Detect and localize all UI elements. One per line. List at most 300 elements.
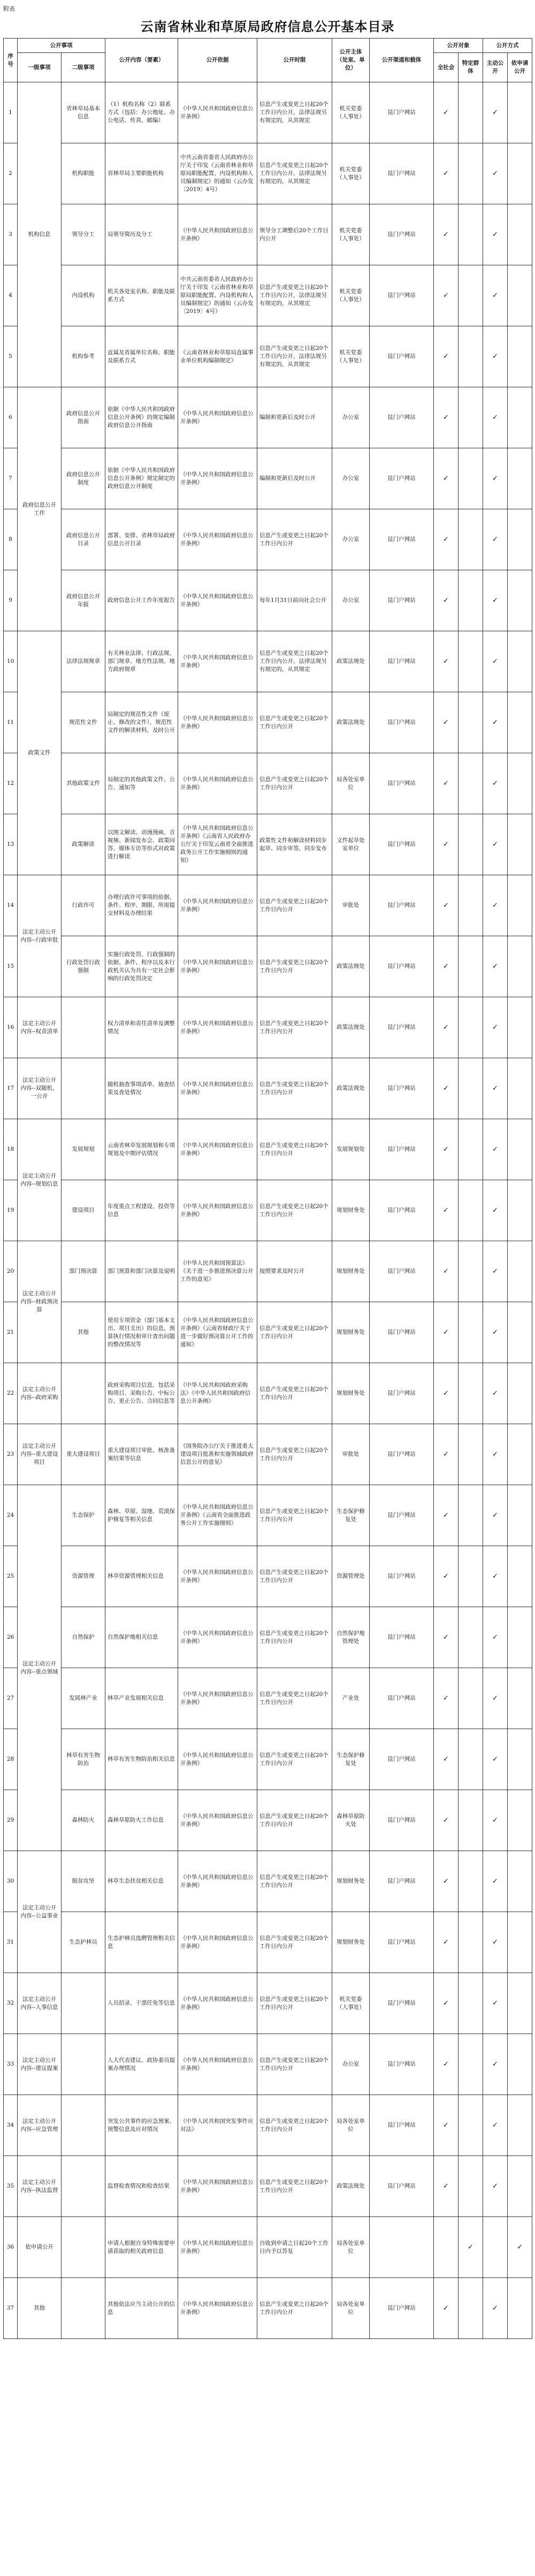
cell-check-so — [434, 2278, 458, 2339]
table-row — [4, 1180, 532, 1241]
cell-deadline: 信息产生或变更之日起20个工作日内公开 — [257, 2034, 332, 2095]
cell-level2: 机构职能 — [62, 143, 105, 204]
cell-check-ac — [483, 1241, 508, 1302]
cell-deadline: 信息产生或变更之日起20个工作日内公开 — [257, 753, 332, 814]
table-row — [4, 1058, 532, 1119]
table-row — [4, 1729, 532, 1790]
cell-basis: 《中华人民共和国政府信息公开条例》《云南省财政厅关于进一步做好预决算公开工作的通知》 — [178, 1302, 257, 1363]
cell-subject: 机关党委（人事处） — [332, 1973, 370, 2034]
cell-channel: 昆门户网站 — [370, 1058, 434, 1119]
cell-deadline: 信息产生或变更之日起20个工作日内公开 — [257, 1607, 332, 1668]
table-row — [4, 1546, 532, 1607]
cell-deadline: 信息产生或变更之日起20个工作日内公开，法律法规另有规定的，从其规定 — [257, 326, 332, 387]
table-row — [4, 204, 532, 265]
cell-deadline: 编制和更新后及时公开 — [257, 387, 332, 448]
table-row — [4, 570, 532, 631]
cell-check-sp — [458, 204, 483, 265]
cell-seq: 19 — [4, 1180, 18, 1241]
cell-basis: 《中华人民共和国政府信息公开条例》 — [178, 936, 257, 997]
cell-check-ap — [508, 2095, 532, 2156]
cell-level1: 法定主动公开内容--人事信息 — [18, 1973, 62, 2034]
cell-content: 办理行政许可事项的依据、条件、程序、期限、所需提交材料及办理结果 — [105, 875, 178, 936]
cell-check-ap — [508, 204, 532, 265]
cell-check-so — [434, 692, 458, 753]
cell-channel: 昆门户网站 — [370, 2156, 434, 2217]
cell-content: 重大建设项目审批、核准备案结果等信息 — [105, 1424, 178, 1485]
header-basis: 公开依据 — [178, 39, 257, 82]
cell-subject: 机关党委（人事处） — [332, 143, 370, 204]
cell-check-ac — [483, 753, 508, 814]
cell-content: 部门预算和部门决算及说明 — [105, 1241, 178, 1302]
check-icon: ✓ — [443, 536, 449, 544]
check-icon: ✓ — [443, 779, 449, 788]
cell-deadline: 信息产生或变更之日起20个工作日内公开 — [257, 2095, 332, 2156]
cell-check-ap — [508, 1790, 532, 1851]
cell-level2: 部门预决算 — [62, 1241, 105, 1302]
cell-level2: 发展林产业 — [62, 1668, 105, 1729]
cell-check-sp — [458, 2095, 483, 2156]
check-icon: ✓ — [443, 2121, 449, 2129]
cell-subject: 发展规划处 — [332, 1119, 370, 1180]
cell-seq: 23 — [4, 1424, 18, 1485]
disclosure-catalog-table — [3, 38, 532, 2339]
cell-check-so — [434, 1363, 458, 1424]
check-icon: ✓ — [443, 1206, 449, 1214]
cell-deadline: 编制和更新后及时公开 — [257, 448, 332, 509]
cell-subject: 办公室 — [332, 2034, 370, 2095]
catalog-body — [4, 82, 532, 2339]
cell-channel: 昆门户网站 — [370, 1973, 434, 2034]
cell-content: （1）机构名称（2）联系方式（包括：办公地址、办公电话、传真、邮编） — [105, 82, 178, 143]
cell-level2: 省林草局基本信息 — [62, 82, 105, 143]
cell-check-so — [434, 509, 458, 570]
cell-check-ap — [508, 1729, 532, 1790]
check-icon: ✓ — [492, 2121, 498, 2129]
cell-check-ac — [483, 1790, 508, 1851]
cell-seq: 17 — [4, 1058, 18, 1119]
check-icon: ✓ — [443, 1450, 449, 1458]
header-specific: 特定群体 — [458, 53, 483, 82]
cell-basis: 《中华人民共和国政府信息公开条例》 — [178, 82, 257, 143]
cell-basis: 《中华人民共和国政府信息公开条例》《云南省全面推进政务公开工作实施细则》 — [178, 1485, 257, 1546]
cell-channel: 昆门户网站 — [370, 875, 434, 936]
cell-check-sp — [458, 387, 483, 448]
table-row — [4, 1119, 532, 1180]
cell-content: 权力清单和责任清单及调整情况 — [105, 997, 178, 1058]
cell-subject: 规划财务处 — [332, 1851, 370, 1912]
cell-seq: 24 — [4, 1485, 18, 1546]
cell-content: 省林草局主要职能机构 — [105, 143, 178, 204]
cell-level1: 法定主动公开内容--行政审批 — [18, 875, 62, 997]
cell-check-ac — [483, 265, 508, 326]
check-icon: ✓ — [443, 1328, 449, 1336]
cell-subject: 政策法规处 — [332, 997, 370, 1058]
table-row — [4, 2095, 532, 2156]
cell-check-ap — [508, 448, 532, 509]
cell-check-ap — [508, 1973, 532, 2034]
cell-check-ac — [483, 2278, 508, 2339]
cell-basis: 《中华人民共和国政府信息公开条例》 — [178, 692, 257, 753]
cell-seq: 3 — [4, 204, 18, 265]
cell-subject: 办公室 — [332, 509, 370, 570]
check-icon: ✓ — [443, 1572, 449, 1580]
cell-subject: 办公室 — [332, 570, 370, 631]
cell-check-sp — [458, 875, 483, 936]
cell-check-so — [434, 448, 458, 509]
cell-seq: 37 — [4, 2278, 18, 2339]
cell-seq: 2 — [4, 143, 18, 204]
cell-deadline: 信息产生或变更之日起20个工作日内公开 — [257, 936, 332, 997]
check-icon: ✓ — [492, 353, 498, 361]
cell-level1: 法定主动公开内容--政府采购 — [18, 1363, 62, 1424]
cell-check-ac — [483, 875, 508, 936]
check-icon: ✓ — [492, 1755, 498, 1763]
cell-channel: 昆门户网站 — [370, 2034, 434, 2095]
check-icon: ✓ — [492, 414, 498, 422]
cell-seq: 29 — [4, 1790, 18, 1851]
check-icon: ✓ — [443, 1023, 449, 1031]
cell-check-sp — [458, 1790, 483, 1851]
cell-level2: 行政许可 — [62, 875, 105, 936]
cell-check-sp — [458, 2278, 483, 2339]
cell-level2: 林草有害生物防治 — [62, 1729, 105, 1790]
cell-level2: 规范性文件 — [62, 692, 105, 753]
check-icon: ✓ — [443, 1267, 449, 1275]
cell-level1: 法定主动公开内容--财政预决算 — [18, 1241, 62, 1363]
cell-level2: 生态保护 — [62, 1485, 105, 1546]
cell-check-so — [434, 326, 458, 387]
table-row — [4, 1302, 532, 1363]
cell-deadline: 信息产生或变更之日起20个工作日内公开，法律法规另有规定的，从其规定 — [257, 631, 332, 692]
cell-channel: 昆门户网站 — [370, 448, 434, 509]
cell-check-ap — [508, 143, 532, 204]
cell-check-ac — [483, 1668, 508, 1729]
cell-channel: 昆门户网站 — [370, 936, 434, 997]
cell-subject: 局各处室单位 — [332, 2217, 370, 2278]
attachment-label: 附表 — [3, 5, 15, 12]
cell-content: 人员招录、干部任免等信息 — [105, 1973, 178, 2034]
cell-check-ac — [483, 1546, 508, 1607]
table-row — [4, 2278, 532, 2339]
cell-check-so — [434, 1180, 458, 1241]
cell-check-sp — [458, 1973, 483, 2034]
cell-check-ap — [508, 1424, 532, 1485]
table-row — [4, 2156, 532, 2217]
check-icon: ✓ — [492, 536, 498, 544]
cell-content: 机关各处室名称、职能及联系方式 — [105, 265, 178, 326]
cell-subject: 资源管理处 — [332, 1546, 370, 1607]
cell-subject: 局各处室单位 — [332, 2095, 370, 2156]
cell-check-ac — [483, 82, 508, 143]
cell-channel: 昆门户网站 — [370, 204, 434, 265]
cell-basis: 《中华人民共和国政府信息公开条例》 — [178, 204, 257, 265]
cell-level2 — [62, 2034, 105, 2095]
cell-check-ac — [483, 1119, 508, 1180]
header-target: 公开对象 — [434, 39, 483, 53]
cell-channel: 昆门户网站 — [370, 1607, 434, 1668]
cell-subject: 规划财务处 — [332, 1912, 370, 1973]
cell-subject: 生态保护修复处 — [332, 1729, 370, 1790]
header-matter: 公开事项 — [18, 39, 105, 53]
cell-seq: 10 — [4, 631, 18, 692]
check-icon: ✓ — [443, 1999, 449, 2007]
cell-deadline: 信息产生或变更之日起20个工作日内公开 — [257, 1851, 332, 1912]
cell-check-so — [434, 204, 458, 265]
cell-check-ap — [508, 1851, 532, 1912]
check-icon: ✓ — [492, 2182, 498, 2190]
cell-deadline: 信息产生或变更之日起20个工作日内公开，法律法规另有规定的，从其规定 — [257, 265, 332, 326]
cell-check-so — [434, 1546, 458, 1607]
cell-level1: 法定主动公开内容--公益事业 — [18, 1851, 62, 1973]
cell-level1: 法定主动公开内容--重大建设项目 — [18, 1424, 62, 1485]
check-icon: ✓ — [492, 292, 498, 300]
cell-level2: 其他 — [62, 1302, 105, 1363]
cell-check-so — [434, 1790, 458, 1851]
cell-level2: 资源管理 — [62, 1546, 105, 1607]
cell-check-ac — [483, 814, 508, 875]
cell-check-ac — [483, 143, 508, 204]
cell-check-sp — [458, 2156, 483, 2217]
cell-basis: 《中华人民共和国政府信息公开条例》 — [178, 2156, 257, 2217]
cell-check-ac — [483, 570, 508, 631]
cell-check-ap — [508, 509, 532, 570]
cell-channel: 昆门户网站 — [370, 1668, 434, 1729]
cell-basis: 《中华人民共和国政府信息公开条例》 — [178, 753, 257, 814]
cell-seq: 35 — [4, 2156, 18, 2217]
cell-check-so — [434, 1912, 458, 1973]
cell-check-sp — [458, 509, 483, 570]
cell-level2: 脱贫攻坚 — [62, 1851, 105, 1912]
cell-seq: 21 — [4, 1302, 18, 1363]
cell-content: 依据《中华人民共和国政府信息公开条例》的规定编制政府信息公开指南 — [105, 387, 178, 448]
cell-subject: 机关党委（人事处） — [332, 204, 370, 265]
check-icon: ✓ — [443, 1145, 449, 1153]
cell-content: 局制定的规范性文件（废止、修改的文件），规范性文件的解读材料，及时公开 — [105, 692, 178, 753]
check-icon: ✓ — [492, 1511, 498, 1519]
check-icon: ✓ — [443, 901, 449, 909]
check-icon: ✓ — [443, 170, 449, 178]
cell-deadline: 信息产生或变更之日起20个工作日内公开 — [257, 1973, 332, 2034]
cell-basis: 中共云南省委省人民政府办公厅关于印发《云南省林业和草原局职能配置、内设机构和人员编制规定》的通知（云办发〔2019〕4号） — [178, 265, 257, 326]
cell-check-so — [434, 936, 458, 997]
check-icon: ✓ — [492, 2304, 498, 2312]
cell-basis: 《中华人民共和国政府信息公开条例》 — [178, 1668, 257, 1729]
cell-check-so — [434, 1302, 458, 1363]
cell-content: 有关林业法律、行政法规、部门规章、地方性法规、地方政府规章 — [105, 631, 178, 692]
cell-check-sp — [458, 1302, 483, 1363]
cell-subject: 政策法规处 — [332, 1058, 370, 1119]
cell-check-ap — [508, 814, 532, 875]
cell-check-ac — [483, 1485, 508, 1546]
cell-check-ac — [483, 936, 508, 997]
check-icon: ✓ — [492, 1084, 498, 1092]
cell-check-ac — [483, 1851, 508, 1912]
cell-basis: 《中华人民共和国政府信息公开条例》 — [178, 1729, 257, 1790]
table-row — [4, 1241, 532, 1302]
cell-level1: 法定主动公开内容--建议提案 — [18, 2034, 62, 2095]
check-icon: ✓ — [492, 1328, 498, 1336]
cell-seq: 13 — [4, 814, 18, 875]
check-icon: ✓ — [492, 231, 498, 239]
table-row — [4, 143, 532, 204]
cell-deadline: 信息产生或变更之日起20个工作日内公开 — [257, 1119, 332, 1180]
cell-deadline: 信息产生或变更之日起20个工作日内公开 — [257, 2156, 332, 2217]
cell-channel: 昆门户网站 — [370, 1424, 434, 1485]
cell-deadline: 信息产生或变更之日起20个工作日内公开 — [257, 1790, 332, 1851]
cell-channel: 昆门户网站 — [370, 82, 434, 143]
cell-basis: 《中华人民共和国政府信息公开条例》 — [178, 1058, 257, 1119]
cell-check-ap — [508, 265, 532, 326]
cell-channel — [370, 2217, 434, 2278]
cell-subject: 规划财务处 — [332, 1363, 370, 1424]
cell-level2: 领导分工 — [62, 204, 105, 265]
cell-channel: 昆门户网站 — [370, 1363, 434, 1424]
table-row — [4, 997, 532, 1058]
cell-seq: 18 — [4, 1119, 18, 1180]
check-icon: ✓ — [492, 475, 498, 483]
cell-check-sp — [458, 997, 483, 1058]
cell-check-sp — [458, 448, 483, 509]
cell-check-sp — [458, 936, 483, 997]
cell-deadline: 信息产生或变更之日起20个工作日内公开 — [257, 1485, 332, 1546]
cell-subject: 机关党委（人事处） — [332, 265, 370, 326]
cell-basis: 《中华人民共和国政府信息公开条例》 — [178, 1851, 257, 1912]
cell-basis: 《中华人民共和国政府信息公开条例》 — [178, 2278, 257, 2339]
cell-basis: 《中华人民共和国政府信息公开条例》 — [178, 1790, 257, 1851]
table-row — [4, 753, 532, 814]
cell-seq: 14 — [4, 875, 18, 936]
cell-check-ac — [483, 509, 508, 570]
cell-check-ap — [508, 875, 532, 936]
cell-level2 — [62, 1363, 105, 1424]
cell-level2: 机构参考 — [62, 326, 105, 387]
cell-check-sp — [458, 692, 483, 753]
cell-content: 林草有害生物防治相关信息 — [105, 1729, 178, 1790]
cell-content: 局制定的其他政策文件、公告、通知等 — [105, 753, 178, 814]
cell-channel: 昆门户网站 — [370, 1302, 434, 1363]
cell-content: 使用专项资金（部门基本支出、项目支出）的信息，预算执行情况和审计查出问题的整改情况等 — [105, 1302, 178, 1363]
cell-level2: 政策解读 — [62, 814, 105, 875]
cell-channel: 昆门户网站 — [370, 1546, 434, 1607]
cell-content: 突发公共事件的应急预案、预警信息及应对情况 — [105, 2095, 178, 2156]
cell-check-ap — [508, 2156, 532, 2217]
cell-level2 — [62, 2278, 105, 2339]
cell-check-so — [434, 143, 458, 204]
cell-subject: 自然保护地管理处 — [332, 1607, 370, 1668]
cell-level2: 森林防火 — [62, 1790, 105, 1851]
cell-check-ap — [508, 692, 532, 753]
cell-level2 — [62, 1973, 105, 2034]
cell-content: 政府信息公开工作年度报告 — [105, 570, 178, 631]
cell-deadline: 信息产生或变更之日起20个工作日内公开 — [257, 692, 332, 753]
check-icon: ✓ — [443, 1877, 449, 1885]
cell-content: 生态护林员选聘管理相关信息 — [105, 1912, 178, 1973]
cell-channel: 昆门户网站 — [370, 631, 434, 692]
table-row — [4, 2217, 532, 2278]
cell-seq: 22 — [4, 1363, 18, 1424]
cell-check-sp — [458, 1668, 483, 1729]
cell-check-ap — [508, 2278, 532, 2339]
cell-check-ac — [483, 1912, 508, 1973]
check-icon: ✓ — [443, 1389, 449, 1397]
cell-check-ac — [483, 387, 508, 448]
check-icon: ✓ — [443, 2060, 449, 2068]
cell-content: 随机抽查事项清单、抽查结果及查处情况 — [105, 1058, 178, 1119]
cell-level2 — [62, 2156, 105, 2217]
cell-check-ap — [508, 2217, 532, 2278]
check-icon: ✓ — [517, 2243, 523, 2251]
cell-seq: 33 — [4, 2034, 18, 2095]
cell-channel: 昆门户网站 — [370, 570, 434, 631]
cell-check-ap — [508, 1119, 532, 1180]
cell-check-so — [434, 1241, 458, 1302]
cell-level2: 其他政策文件 — [62, 753, 105, 814]
cell-deadline: 信息产生或变更之日起20个工作日内公开 — [257, 1424, 332, 1485]
check-icon: ✓ — [443, 1511, 449, 1519]
cell-channel: 昆门户网站 — [370, 1241, 434, 1302]
cell-check-ac — [483, 448, 508, 509]
table-row — [4, 1485, 532, 1546]
header-seq: 序号 — [4, 39, 18, 82]
cell-content: 局领导简历及分工 — [105, 204, 178, 265]
cell-check-ap — [508, 753, 532, 814]
cell-basis: 《中华人民共和国政府信息公开条例》 — [178, 1180, 257, 1241]
table-row — [4, 2034, 532, 2095]
cell-seq: 16 — [4, 997, 18, 1058]
cell-check-ac — [483, 1973, 508, 2034]
cell-level2 — [62, 1058, 105, 1119]
check-icon: ✓ — [443, 1694, 449, 1702]
cell-basis: 《中华人民共和国政府信息公开条例》 — [178, 1119, 257, 1180]
check-icon: ✓ — [492, 1694, 498, 1702]
check-icon: ✓ — [492, 1999, 498, 2007]
cell-channel: 昆门户网站 — [370, 1912, 434, 1973]
cell-channel: 昆门户网站 — [370, 1485, 434, 1546]
cell-check-ac — [483, 1302, 508, 1363]
check-icon: ✓ — [468, 2243, 473, 2251]
table-row — [4, 1607, 532, 1668]
cell-level2 — [62, 997, 105, 1058]
check-icon: ✓ — [443, 292, 449, 300]
cell-level2: 重大建设项目 — [62, 1424, 105, 1485]
check-icon: ✓ — [443, 962, 449, 970]
header-society: 全社会 — [434, 53, 458, 82]
cell-seq: 1 — [4, 82, 18, 143]
cell-subject: 局各处室单位 — [332, 753, 370, 814]
table-row — [4, 265, 532, 326]
cell-subject: 产业处 — [332, 1668, 370, 1729]
cell-subject: 政策法规处 — [332, 936, 370, 997]
cell-seq: 12 — [4, 753, 18, 814]
cell-level1: 依申请公开 — [18, 2217, 62, 2278]
cell-check-ac — [483, 1607, 508, 1668]
cell-check-sp — [458, 631, 483, 692]
cell-check-ap — [508, 936, 532, 997]
cell-subject: 规划财务处 — [332, 1302, 370, 1363]
cell-check-ap — [508, 1363, 532, 1424]
cell-check-ac — [483, 1058, 508, 1119]
cell-level2 — [62, 2217, 105, 2278]
cell-seq: 7 — [4, 448, 18, 509]
cell-content: 实施行政处罚、行政强制的依据、条件、程序以及本行政机关认为具有一定社会影响的行政处罚决定 — [105, 936, 178, 997]
cell-check-ac — [483, 2217, 508, 2278]
cell-content: 政府采购项目信息，包括采购项目、采购公告、中标公告、更正公告、合同信息等 — [105, 1363, 178, 1424]
header-mode: 公开方式 — [483, 39, 532, 53]
cell-check-so — [434, 2034, 458, 2095]
check-icon: ✓ — [492, 901, 498, 909]
cell-deadline: 信息产生或变更之日起20个工作日内公开 — [257, 1668, 332, 1729]
cell-content: 林草资源管理相关信息 — [105, 1546, 178, 1607]
